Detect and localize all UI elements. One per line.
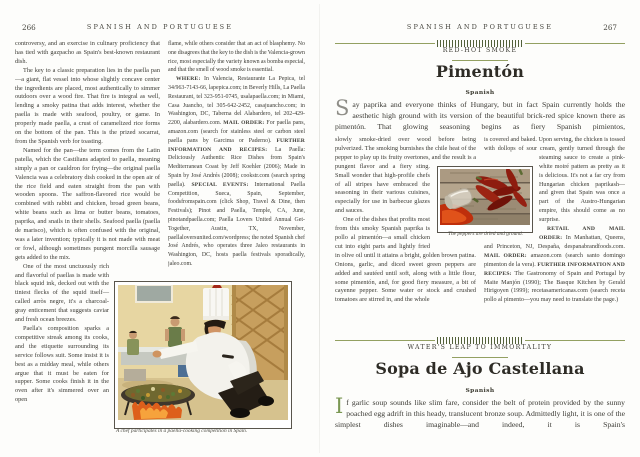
paragraph-text: ate a pink-white moiré pattern as pretty as it is delicious. It's not a far cry from Hungarian chicken paprikash—and given that Spain was once a part of the Austro-Hungarian empire, this should come as no surprise. [539,154,625,224]
paragraph: Paella's composition sparks a competitive streak among its cooks, and the etiquette surrounding its service follows suit. Some insist it is best as a midday meal, while others argue that it must be eaten for supper. Some cooks finish it in the oven after it's simmered over an open [15,325,109,404]
page-number-left: 266 [22,23,36,32]
sopa-intro [335,394,625,430]
paragraph: The key to a classic preparation lies in the paella pan—a giant, flat vessel into whose slightly concave center the ingredients are placed, most authentically to simmer outdoors over a wood fire. That fire is integral as well, lending a smoky patina that adds interest, whether the paella is made with seafood, poultry, or game. In properly made paella, a crust of caramelized rice forms on the bottom of the pan. This is the prized socarrat, from the Spanish verb for toasting. [15,66,160,145]
divider-line [525,340,625,341]
paragraph: One of the dishes that profits most from this smoky Spanish paprika is pollo al pimentón—a small chicken cut into eight parts and lightly fried in olive oil until it attains a bright, golden brown patina. Onions, garlic, and diced sweet green peppers are added and sautéed until soft, along with a little flour, some pimentón, and, for good fiery measure, a bit of cayenne pepper. Some water or stock and crushed tomatoes are stirred in, and the whole [335,216,476,304]
paella-photo-art [118,285,288,420]
source-label: WHERE: [176,76,201,83]
page-right [320,0,640,457]
source-label: MAIL ORDER: [484,252,527,259]
source-text: In Manhattan, Queens, and Princeton, NJ, Despaña, despanabrandfoods.com. [484,234,625,250]
paella-photo-caption: A chef participates in a paella-cooking competition in Spain. [116,428,248,434]
pimenton-dropcap: S [335,96,350,120]
source-text: La Paella: Deliciously Authentic Rice Dishes from Spain's Mediterranean Coast by Jeff Koehler (2006); Made in Spain by José Andrés (2008); cookstr.com (search spring paella). [168,146,305,188]
section-divider [335,39,625,47]
paragraph-text: cilla sausage gets added to the mix. [15,244,160,261]
paragraph-text: the result is a pungent flavor and a fiery sting. Small wonder that high-profile chefs of all stripes have embraced the seasoning in their various cuisines, especially for use in barbecue glazes and sauces. [335,153,476,215]
peppers-photo-art [440,169,530,225]
kicker-rule [452,357,508,358]
running-head-left [0,23,320,35]
intro-text: ay paprika and everyone thinks of Hungary, but in fact Spain currently holds the aesthetic high ground with its version of the beautiful brick-red spice known there as pimentón. That glowing seasoning begins as fiery Spanish pimientos, [335,100,625,131]
paragraph-text: slowly smoke-dried over wood before being pulverized. The smoking burnishes the chile heat of the pepper to play up its fruity overtones, and [335,136,476,161]
paragraph: controversy, and an exercise in culinary proficiency that has tied with gazpacho as Spain's best-known restaurant dish. [15,40,160,65]
running-head-title-right: SPANISH AND PORTUGUESE [406,23,554,31]
paragraph: One of the most unctuously rich and flavorful of paellas is made with black squid ink, decked out with the tiniest flecks of the squid itself—called arròs negre, it's a charcoal-gray enticement that suggests caviar and fresh ocean breezes. [15,262,109,324]
source-text: amazon.com (search santo domingo pimenton de la vera). [484,252,625,268]
pimenton-origin: Spanish [465,89,495,96]
sources-paragraph [168,75,305,269]
sopa-origin: Spanish [465,387,495,394]
section-divider [335,336,625,344]
divider-line [335,340,435,341]
pimenton-kicker: RED-HOT SMOKE [442,47,518,54]
paragraph [15,147,160,263]
divider-ticks [437,40,523,47]
divider-line [335,43,435,44]
kicker-rule [452,60,508,61]
running-head-title-left: SPANISH AND PORTUGUESE [86,23,234,31]
sopa-dropcap: I [335,394,344,418]
paragraph: flame, while others consider that an act of blasphemy. No one disagrees that the key to the dish is the Valencia-grown rice, most especially the variety known as bomba especial, and that the smell of wood smoke is essential. [168,41,305,74]
peppers-photo [437,166,533,233]
peppers-photo-caption: The peppers are dried and ground. [447,231,524,237]
source-label: MAIL ORDER: [223,120,265,127]
source-label: SPECIAL EVENTS: [191,181,249,188]
sopa-kicker: WATER'S LEAP TO IMMORTALITY [407,344,553,351]
sopa-title: Sopa de Ajo Castellana [375,359,585,378]
source-text: For paella pans, amazon.com (search for stainless steel or carbon steel paella pans by Garcima or Paderno). [168,120,305,144]
source-text: In Valencia, Restaurante La Pepica, tel 34/963-7143-66, lapepica.com; in Beverly Hills, La Paella Restaurant, tel 323-951-0745, usalapaella.com; in Miami, Casa Juancho, tel 305-642-2452, casajuancho.com; in Washington, DC, Taberna del Alabardero, tel 202-429-2200, alabardero.com. [168,76,305,127]
source-text: International Paella Competition, Sueca, Spain, September, foodsfromspain.com (click Shop, Travel & Dine, then Festivals); Pinot and Paella, Temple, CA, June, pinotandpaella.com; Paella Lovers United Annual Get-Together, Austin, TX, November, paellaloversunited.com/wordpress; the noted Spanish chef José Andrés, who operates three Jaleo restaurants in Washington, DC, hosts paella festivals sporadically, jaleo.com. [168,181,305,267]
page-number-right: 267 [603,23,617,32]
paragraph-text: is covered and baked. Upon serving, the chicken is tossed with dollops of sour cream, gently turned through the steaming sauce to cre [484,137,625,161]
blocks [124,369,146,381]
source-label: RETAIL AND MAIL ORDER: [539,226,625,241]
intro-text: f garlic soup sounds like slim fare, consider the belt of protein provided by the sunny poached egg adrift in this heady, translucent bronze soup. Admittedly light, it is one of the simplest dishes imaginable—and indeed, it is Spain's [335,398,625,429]
pimenton-intro [335,96,625,132]
source-label: FURTHER INFORMATION AND RECIPES: [484,261,625,277]
paragraph-text: Named for the pan—the term comes from the Latin patella, which the Castilians adapted to paella, meaning simply a pan or cauldron for frying—the original paella Valencia was a celebratory dish cooked in the open air of the rice field and eaten straight from the pan with wooden spoons. The saffron-flavored rice would be combined with rabbit and chicken, broad green beans, white beans such as lima or butter beans, tomatoes, paprika, and snails in their shells. Seafood paella (paella de marisco), which is often confused with the original, was a later invention; typically it is not made with meat or fowl, although sometimes pungent mor [15,146,160,252]
running-head-right [320,23,640,35]
source-label: FURTHER INFORMATION AND RECIPES: [168,137,305,153]
paella-photo [114,281,292,429]
divider-line [525,43,625,44]
pimenton-title: Pimentón [435,62,525,81]
left-column-2 [168,40,305,283]
source-text: The Gastronomy of Spain and Portugal by Maite Manjón (1990); The Basque Kitchen by Gerald Hirigoyen (1999); recetasamericanas.com (search receta pollo al pimento—you may need to translate the page.) [484,270,625,304]
window [136,285,172,302]
divider-ticks [437,337,523,344]
